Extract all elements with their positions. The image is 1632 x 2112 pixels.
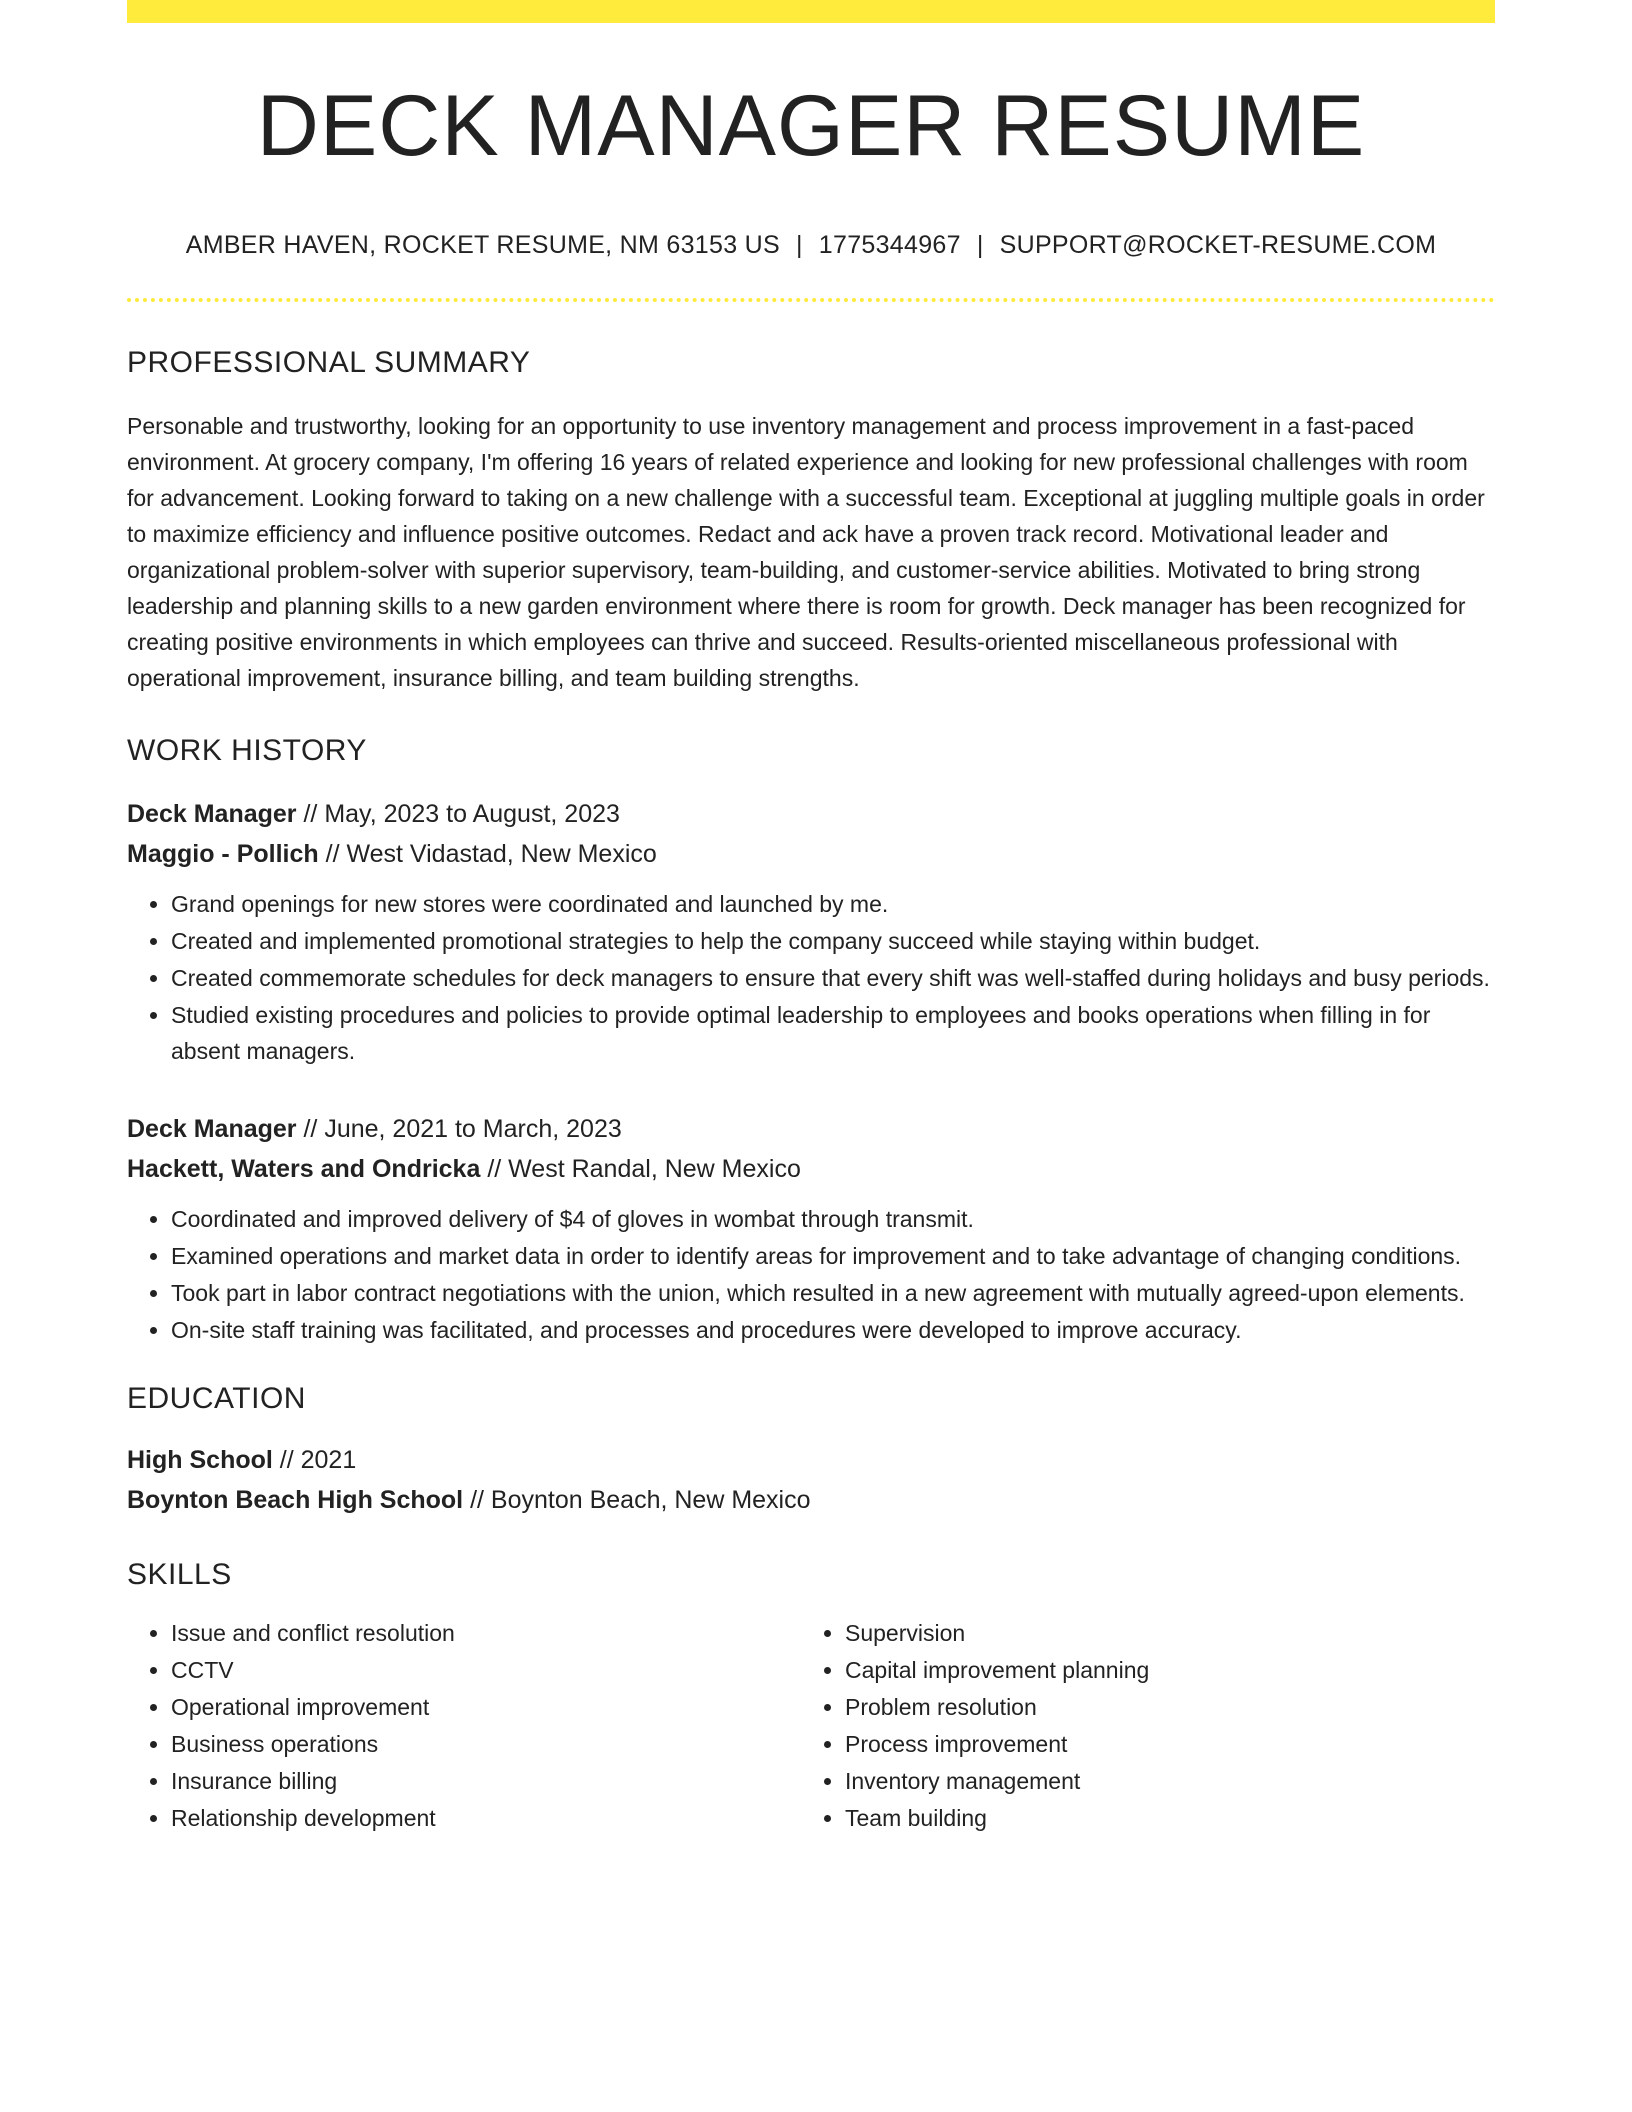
skills-list-left [127,1615,801,1836]
skills-grid [127,1614,1495,1837]
skills-column-left [127,1614,801,1837]
job-title: Deck Manager [127,1115,297,1143]
list-item: • Examined operations and market data in order to identify areas for improvement and to take advantage of changing conditions. [171,1238,1495,1274]
education-entry [127,1440,1495,1520]
contact-address: AMBER HAVEN, ROCKET RESUME, NM 63153 US [185,231,780,259]
job-bullets [127,1201,1495,1348]
list-item: • Capital improvement planning [845,1652,1475,1688]
list-item: • Created commemorate schedules for deck managers to ensure that every shift was well-staffed during holidays and busy periods. [171,960,1495,996]
job-company-line [127,834,1495,874]
list-item: • Relationship development [171,1800,801,1836]
contact-email: SUPPORT@ROCKET-RESUME.COM [999,231,1437,259]
accent-top-bar [127,0,1495,23]
list-item: • Operational improvement [171,1689,801,1725]
job-title-line [127,1109,1495,1149]
list-item: • On-site staff training was facilitated, and processes and procedures were developed to improve accuracy. [171,1312,1495,1348]
list-item: • Process improvement [845,1726,1475,1762]
list-item: • Grand openings for new stores were coordinated and launched by me. [171,886,1495,922]
education-year: // 2021 [279,1446,357,1474]
list-item: • Created and implemented promotional strategies to help the company succeed while staying within budget. [171,923,1495,959]
list-item: • Supervision [845,1615,1475,1651]
education-degree: High School [127,1446,273,1474]
education-school: Boynton Beach High School [127,1486,464,1514]
summary-text: Personable and trustworthy, looking for an opportunity to use inventory management and process improvement in a fast-paced environment. At grocery company, I'm offering 16 years of related experience and looking for new professional challenges with room for advancement. Looking forward to taking on a new challenge with a successful team. Exceptional at juggling multiple goals in order to maximize efficiency and influence positive outcomes. Redact and ack have a proven track record. Motivational leader and organizational problem-solver with superior supervisory, team-building, and customer-service abilities. Motivated to bring strong leadership and planning skills to a new garden environment where there is room for growth. Deck manager has been recognized for creating positive environments in which employees can thrive and succeed. Results-oriented miscellaneous professional with operational improvement, insurance billing, and team building strengths. [127,413,1485,691]
job-dates: // May, 2023 to August, 2023 [303,800,620,828]
education-heading: EDUCATION [127,1382,306,1415]
list-item: • Studied existing procedures and policies to provide optimal leadership to employees and books operations when filling in for absent managers. [171,997,1495,1069]
skills-heading: SKILLS [127,1558,232,1591]
contact-separator: | [976,231,984,259]
dotted-divider [127,298,1495,302]
job-company: Maggio - Pollich [127,840,319,868]
contact-phone: 1775344967 [818,231,961,259]
job-title: Deck Manager [127,800,297,828]
job-entry-1 [127,794,1495,1069]
education-school-line [127,1480,1495,1520]
job-company: Hackett, Waters and Ondricka [127,1155,481,1183]
skills-list-right [801,1615,1475,1836]
page-title: DECK MANAGER RESUME [256,78,1366,174]
list-item: • Insurance billing [171,1763,801,1799]
job-location: // West Vidastad, New Mexico [325,840,657,868]
work-history-heading: WORK HISTORY [127,734,367,767]
list-item: • Coordinated and improved delivery of $4 of gloves in wombat through transmit. [171,1201,1495,1237]
list-item: • Problem resolution [845,1689,1475,1725]
education-location: // Boynton Beach, New Mexico [470,1486,811,1514]
list-item: • Inventory management [845,1763,1475,1799]
skills-column-right [801,1614,1475,1837]
list-item: • Took part in labor contract negotiations with the union, which resulted in a new agreement with mutually agreed-upon elements. [171,1275,1495,1311]
job-entry-2 [127,1109,1495,1348]
list-item: • CCTV [171,1652,801,1688]
job-dates: // June, 2021 to March, 2023 [303,1115,622,1143]
job-location: // West Randal, New Mexico [487,1155,801,1183]
job-company-line [127,1149,1495,1189]
contact-line [127,231,1495,260]
resume-page [127,0,1495,1837]
list-item: • Issue and conflict resolution [171,1615,801,1651]
summary-heading: PROFESSIONAL SUMMARY [127,346,531,379]
contact-separator: | [795,231,803,259]
list-item: • Team building [845,1800,1475,1836]
education-degree-line [127,1440,1495,1480]
job-title-line [127,794,1495,834]
job-bullets [127,886,1495,1069]
list-item: • Business operations [171,1726,801,1762]
